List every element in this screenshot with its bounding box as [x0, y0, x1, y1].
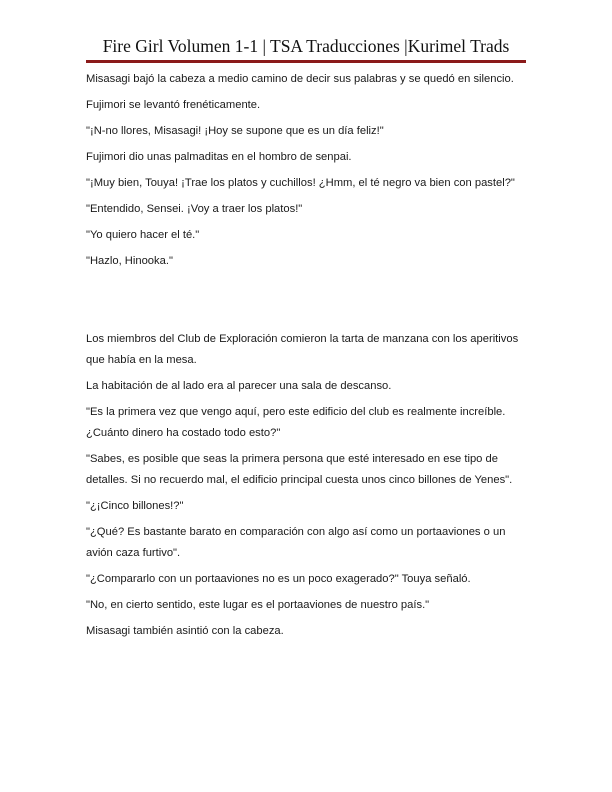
paragraph: Fujimori dio unas palmaditas en el hombro de senpai.: [86, 151, 352, 163]
scene-break: [86, 277, 534, 329]
paragraph: "Yo quiero hacer el té.": [86, 229, 200, 241]
paragraph: "Sabes, es posible que seas la primera persona que esté interesado en ese tipo de detalles. Si no recuerdo mal, el edificio principal cuesta unos cinco billones de Yenes".: [86, 453, 513, 486]
paragraph: "Entendido, Sensei. ¡Voy a traer los platos!": [86, 203, 303, 215]
paragraph: Misasagi también asintió con la cabeza.: [86, 625, 284, 637]
paragraph: "¡Muy bien, Touya! ¡Trae los platos y cuchillos! ¿Hmm, el té negro va bien con pastel?": [86, 177, 515, 189]
header-divider: [86, 60, 526, 63]
paragraph: "¿Qué? Es bastante barato en comparación con algo así como un portaaviones o un avión caza furtivo".: [86, 526, 506, 559]
paragraph: Los miembros del Club de Exploración comieron la tarta de manzana con los aperitivos que había en la mesa.: [86, 333, 519, 366]
paragraph: "No, en cierto sentido, este lugar es el portaaviones de nuestro país.": [86, 599, 430, 611]
paragraph: Misasagi bajó la cabeza a medio camino de decir sus palabras y se quedó en silencio.: [86, 73, 514, 85]
paragraph: "¿¡Cinco billones!?": [86, 500, 184, 512]
paragraph: "¡N-no llores, Misasagi! ¡Hoy se supone que es un día feliz!": [86, 125, 384, 137]
paragraph: "Es la primera vez que vengo aquí, pero este edificio del club es realmente increíble. ¿Cuánto dinero ha costado todo esto?": [86, 406, 506, 439]
paragraph: La habitación de al lado era al parecer una sala de descanso.: [86, 380, 392, 392]
paragraph: "¿Compararlo con un portaaviones no es un poco exagerado?" Touya señaló.: [86, 573, 471, 585]
paragraph: "Hazlo, Hinooka.": [86, 255, 173, 267]
paragraph: Fujimori se levantó frenéticamente.: [86, 99, 261, 111]
page-header-title: Fire Girl Volumen 1-1 | TSA Traducciones |Kurimel Trads: [102, 36, 510, 56]
document-body: [86, 69, 534, 647]
